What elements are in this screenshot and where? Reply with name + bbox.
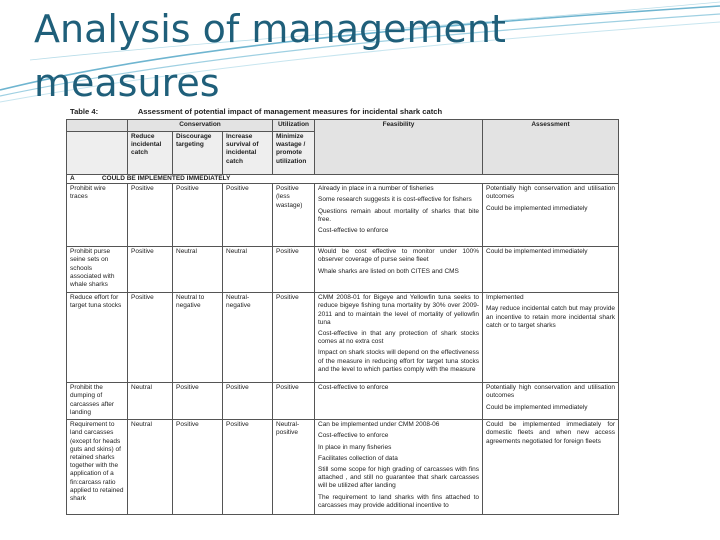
cell-assessment (483, 420, 619, 515)
cell-discourage: Neutral to negative (173, 293, 223, 383)
cell-increase: Positive (223, 420, 273, 515)
header-feasibility: Feasibility (315, 120, 483, 175)
cell-feasibility (315, 247, 483, 293)
cell-minimize: Positive (273, 383, 315, 420)
feasibility-note: Some research suggests it is cost-effective for fishers (318, 196, 472, 204)
section-letter: A (70, 175, 75, 182)
cell-feasibility (315, 383, 483, 420)
sub-header-minimize: Minimize wastage / promote utilization (273, 132, 315, 175)
assessment-note: Could be implemented immediately for domestic fleets and when new access agreements negotiated for foreign fleets (486, 421, 615, 445)
cell-measure: Reduce effort for target tuna stocks (67, 293, 128, 383)
assessment-note: Could be implemented immediately (486, 204, 588, 212)
sub-header-reduce: Reduce incidental catch (128, 132, 173, 175)
cell-discourage: Positive (173, 420, 223, 515)
assessment-note: Potentially high conservation and utilisation outcomes (486, 185, 615, 201)
header-conservation: Conservation (128, 120, 273, 132)
cell-minimize: Positive (less wastage) (273, 184, 315, 247)
cell-feasibility (315, 293, 483, 383)
feasibility-note: CMM 2008-01 for Bigeye and Yellowfin tuna seeks to reduce bigeye fishing tuna mortality by 30% over 2009-2011 and to maintain the level of mortality of yellowfin tuna (318, 294, 479, 326)
sub-header-increase: Increase survival of incidental catch (223, 132, 273, 175)
table-row (67, 247, 619, 293)
feasibility-note: Can be implemented under CMM 2008-06 (318, 421, 440, 429)
cell-discourage: Positive (173, 184, 223, 247)
cell-reduce: Neutral (128, 383, 173, 420)
feasibility-note: Impact on shark stocks will depend on the effectiveness of the measure in reducing effort for target tuna stocks and the level to which parties comply with the measure (318, 349, 479, 373)
assessment-note: May reduce incidental catch but may provide an incentive to retain more incidental shark catch or to target sharks (486, 305, 615, 329)
cell-measure: Requirement to land carcasses (except for heads guts and skins) of retained sharks together with the application of a fin:carcass ratio applied to retained shark (67, 420, 128, 515)
table-row (67, 184, 619, 247)
cell-assessment (483, 383, 619, 420)
cell-increase: Positive (223, 184, 273, 247)
table-caption (66, 106, 626, 119)
feasibility-note: Would be cost effective to monitor under 100% observer coverage of purse seine fleet (318, 248, 479, 264)
assessment-table (66, 119, 619, 515)
cell-assessment (483, 184, 619, 247)
cell-minimize: Positive (273, 293, 315, 383)
feasibility-note: In place in many fisheries (318, 443, 392, 451)
feasibility-note: Facilitates collection of data (318, 454, 398, 462)
sub-header-discourage: Discourage targeting (173, 132, 223, 175)
feasibility-note: Still some scope for high grading of carcasses with fins attached , and still no guarantee that shark carcasses will be utilized after landing (318, 466, 479, 490)
table-caption-number: Table 4: (70, 107, 99, 116)
table-row (67, 293, 619, 383)
feasibility-note: Whale sharks are listed on both CITES and CMS (318, 267, 459, 275)
cell-measure: Prohibit wire traces (67, 184, 128, 247)
slide-title-line-1: Analysis of management (34, 7, 506, 51)
cell-increase: Neutral-negative (223, 293, 273, 383)
assessment-note: Could be implemented immediately (486, 403, 588, 411)
cell-increase: Neutral (223, 247, 273, 293)
cell-reduce: Positive (128, 247, 173, 293)
document-table-image (66, 106, 626, 518)
cell-reduce: Positive (128, 184, 173, 247)
cell-feasibility (315, 184, 483, 247)
assessment-note: Implemented (486, 294, 524, 302)
cell-minimize: Neutral-positive (273, 420, 315, 515)
cell-assessment (483, 293, 619, 383)
assessment-note: Potentially high conservation and utilisation outcomes (486, 384, 615, 400)
cell-discourage: Positive (173, 383, 223, 420)
feasibility-note: Cost-effective to enforce (318, 227, 389, 235)
table-row (67, 383, 619, 420)
cell-feasibility (315, 420, 483, 515)
feasibility-note: Cost-effective in that any protection of shark stocks comes at no extra cost (318, 330, 479, 346)
table-group-header-row (67, 120, 619, 132)
cell-measure: Prohibit purse seine sets on schools associated with whale sharks (67, 247, 128, 293)
header-assessment: Assessment (483, 120, 619, 175)
feasibility-note: Cost-effective to enforce (318, 432, 389, 440)
cell-assessment (483, 247, 619, 293)
section-label: COULD BE IMPLEMENTED IMMEDIATELY (101, 175, 231, 182)
cell-reduce: Neutral (128, 420, 173, 515)
feasibility-note: The requirement to land sharks with fins attached to carcasses may provide additional incentive to (318, 493, 479, 509)
cell-reduce: Positive (128, 293, 173, 383)
feasibility-note: Questions remain about mortality of sharks that bite free. (318, 207, 479, 223)
assessment-note: Could be implemented immediately (486, 248, 588, 256)
cell-minimize: Positive (273, 247, 315, 293)
table-section-row (67, 175, 619, 184)
sub-header-blank-cell (67, 132, 128, 175)
section-label-cell (67, 175, 619, 184)
slide-title-line-2: measures (34, 61, 220, 105)
slide-title (34, 2, 506, 110)
cell-increase: Positive (223, 383, 273, 420)
feasibility-note: Already in place in a number of fisheries (318, 185, 434, 193)
cell-measure: Prohibit the dumping of carcasses after landing (67, 383, 128, 420)
cell-discourage: Neutral (173, 247, 223, 293)
table-caption-text: Assessment of potential impact of management measures for incidental shark catch (137, 107, 443, 116)
header-blank-cell (67, 120, 128, 132)
table-row (67, 420, 619, 515)
header-utilization: Utilization (273, 120, 315, 132)
feasibility-note: Cost-effective to enforce (318, 384, 389, 392)
